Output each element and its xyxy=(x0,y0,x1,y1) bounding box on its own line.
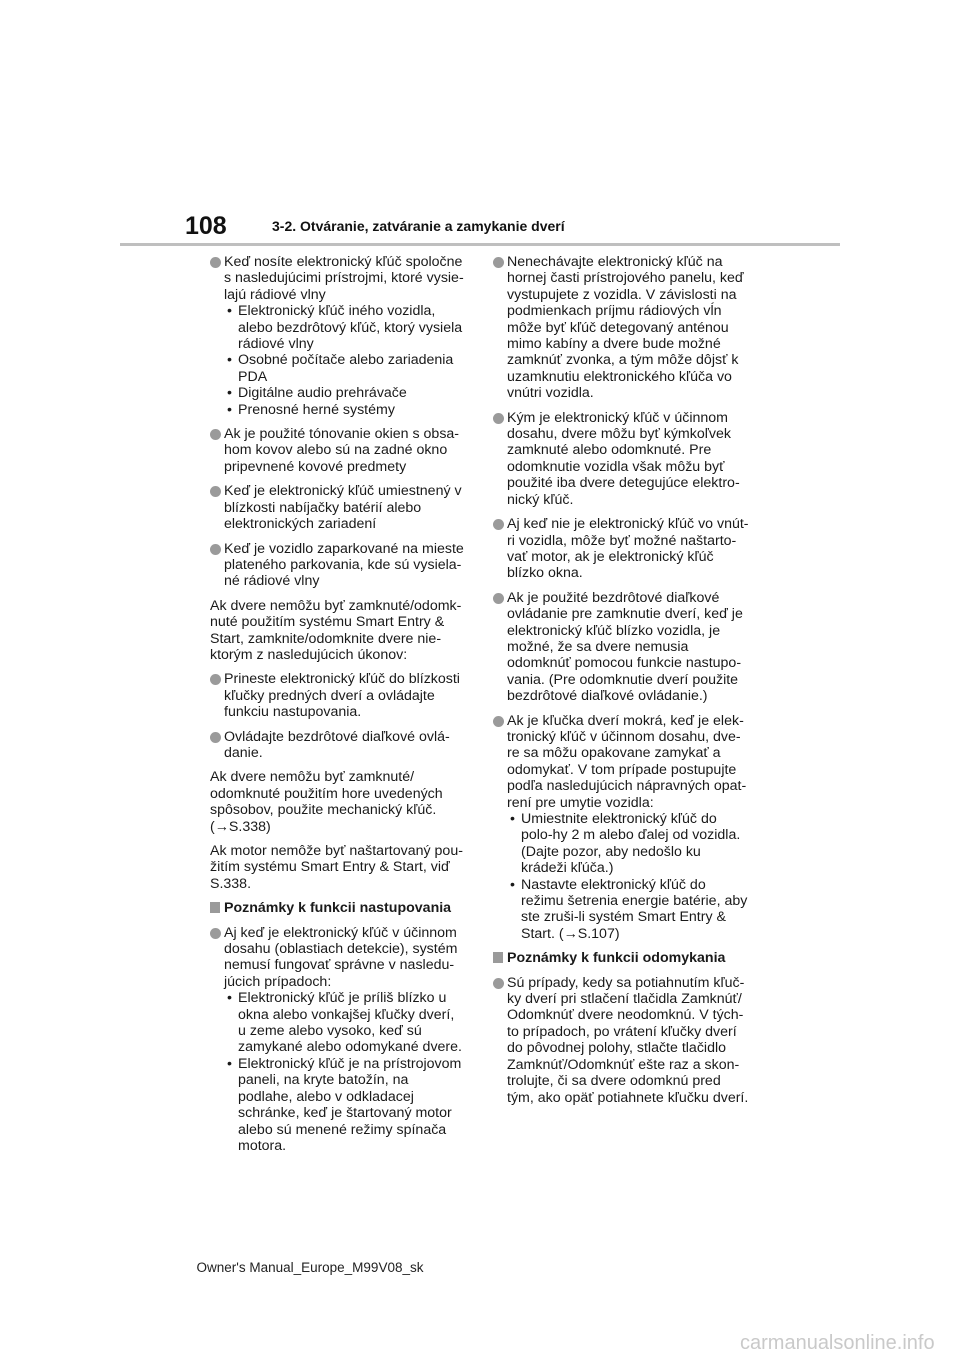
subsection-heading: Poznámky k funkcii nastupovania xyxy=(210,900,466,916)
bullet-text: Keď je vozidlo zaparkované na mieste plateného parkovania, kde sú vysiela-né rádiové vlny xyxy=(224,540,464,590)
left-column xyxy=(210,254,466,1162)
paragraph: Ak dvere nemôžu byť zamknuté/odomk-nuté použitím systému Smart Entry & Start, zamknite/odomknite dvere nie-ktorým z nasledujúcich úkonov: xyxy=(210,597,462,663)
bullet-item xyxy=(493,590,749,705)
sub-item: • Elektronický kľúč iného vozidla, alebo bezdrôtový kľúč, ktorý vysiela rádiové vlny xyxy=(224,303,466,352)
bullet-text: Ak je použité tónovanie okien s obsa-hom kovov alebo sú na zadné okno pripevnené kovové predmety xyxy=(224,426,460,475)
sub-item: • Elektronický kľúč je na prístrojovom paneli, na kryte batožín, na podlahe, alebo v odkladacej schránke, keď je štartovaný motor alebo sú menené režimy spínača motora. xyxy=(224,1056,466,1154)
bullet-item xyxy=(493,410,749,508)
bullet-item xyxy=(493,254,749,402)
bullet-text: Sú prípady, kedy sa potiahnutím kľuč-ky dverí pri stlačení tlačidla Zamknúť/ Odomknúť dvere neodomknú. V tých-to prípadoch, po vrátení kľučky dverí do pôvodnej polohy, stlačte tlačidlo Zamknúť/Odomknúť ešte raz a skon-trolujte, či sa dvere odomknú pred tým, ako opäť potiahnete kľučku dverí. xyxy=(507,974,749,1106)
sub-item: • Osobné počítače alebo zariadenia PDA xyxy=(224,352,466,385)
right-column xyxy=(493,254,749,1114)
bullet-text: Ak je kľučka dverí mokrá, keď je elek-tronický kľúč v účinnom dosahu, dve-re sa môžu opakovane zamykať a odomykať. V tom prípade postupujte podľa nasledujúcich nápravných opat-rení pre umytie vozidla: xyxy=(507,712,747,811)
manual-name: Owner's Manual_Europe_M99V08_sk xyxy=(196,1260,424,1275)
sub-item: • Umiestnite elektronický kľúč do polo-hy 2 m alebo ďalej od vozidla. (Dajte pozor, aby nedošlo ku krádeži kľúča.) xyxy=(507,811,749,877)
watermark: carmanualsonline.info xyxy=(740,1332,935,1354)
sub-item: • Prenosné herné systémy xyxy=(224,402,466,418)
bullet-item xyxy=(493,516,749,582)
bullet-item xyxy=(210,729,466,762)
bullet-item xyxy=(210,541,466,590)
bullet-item xyxy=(210,925,466,1155)
page-header xyxy=(0,0,960,250)
bullet-item xyxy=(210,483,466,532)
bullet-item xyxy=(210,426,466,475)
bullet-text: Aj keď nie je elektronický kľúč vo vnút-ri vozidla, môže byť možné naštarto-vať motor, ak je elektronický kľúč blízko okna. xyxy=(507,516,749,582)
sub-list xyxy=(507,811,749,942)
bullet-item xyxy=(210,254,466,418)
bullet-text: Nenechávajte elektronický kľúč na hornej časti prístrojového panelu, keď vystupujete z vozidla. V závislosti na podmienkach príjmu rádiových vĺn môže byť kľúč detegovaný anténou mimo kabíny a dvere bude možné zamknúť zvonka, a tým môže dôjsť k uzamknutiu elektronického kľúča vo vnútri vozidla. xyxy=(507,254,744,402)
sub-list xyxy=(224,990,466,1154)
bullet-text: Kým je elektronický kľúč v účinnom dosahu, dvere môžu byť kýmkoľvek zamknuté alebo odomknuté. Pre odomknutie vozidla však môžu byť použité iba dvere detegujúce elektro-nický kľúč. xyxy=(507,409,740,508)
sub-item: • Digitálne audio prehrávače xyxy=(224,385,466,401)
header-rule xyxy=(120,243,840,246)
bullet-item xyxy=(210,671,466,720)
paragraph: Ak motor nemôže byť naštartovaný pou-žitím systému Smart Entry & Start, viď S.338. xyxy=(210,843,463,892)
bullet-text: Keď je elektronický kľúč umiestnený v blízkosti nabíjačky batérií alebo elektronických zariadení xyxy=(224,483,462,533)
paragraph: Ak dvere nemôžu byť zamknuté/ odomknuté použitím hore uvedených spôsobov, použite mechanický kľúč. (→S.338) xyxy=(210,769,443,835)
bullet-item xyxy=(493,975,749,1106)
bullet-text: Prineste elektronický kľúč do blízkosti kľučky predných dverí a ovládajte funkciu nastupovania. xyxy=(224,671,460,721)
sub-item: • Nastavte elektronický kľúč do režimu šetrenia energie batérie, aby ste zruši-li systém Smart Entry & Start. (→S.107) xyxy=(507,877,749,943)
subsection-heading: Poznámky k funkcii odomykania xyxy=(493,950,749,966)
bullet-text: Ovládajte bezdrôtové diaľkové ovlá-danie. xyxy=(224,728,450,761)
bullet-text: Ak je použité bezdrôtové diaľkové ovládanie pre zamknutie dverí, keď je elektronický kľúč blízko vozidla, je možné, že sa dvere nemusia odomknúť pomocou funkcie nastupo-vania. (Pre odomknutie dverí použite bezdrôtové diaľkové ovládanie.) xyxy=(507,589,743,705)
sub-list xyxy=(224,303,466,418)
section-title: 3-2. Otváranie, zatváranie a zamykanie dverí xyxy=(272,218,565,234)
sub-item: • Elektronický kľúč je príliš blízko u okna alebo vonkajšej kľučky dverí, u zeme alebo vysoko, keď sú zamykané alebo odomykané dvere. xyxy=(224,990,466,1056)
bullet-item xyxy=(493,713,749,943)
page-number: 108 xyxy=(185,212,227,240)
bullet-text: Keď nosíte elektronický kľúč spoločne s nasledujúcimi prístrojmi, ktoré vysie-lajú rádiové vlny xyxy=(224,254,464,303)
bullet-text: Aj keď je elektronický kľúč v účinnom dosahu (oblastiach detekcie), systém nemusí fungovať správne v nasledu-júcich prípadoch: xyxy=(224,924,458,990)
